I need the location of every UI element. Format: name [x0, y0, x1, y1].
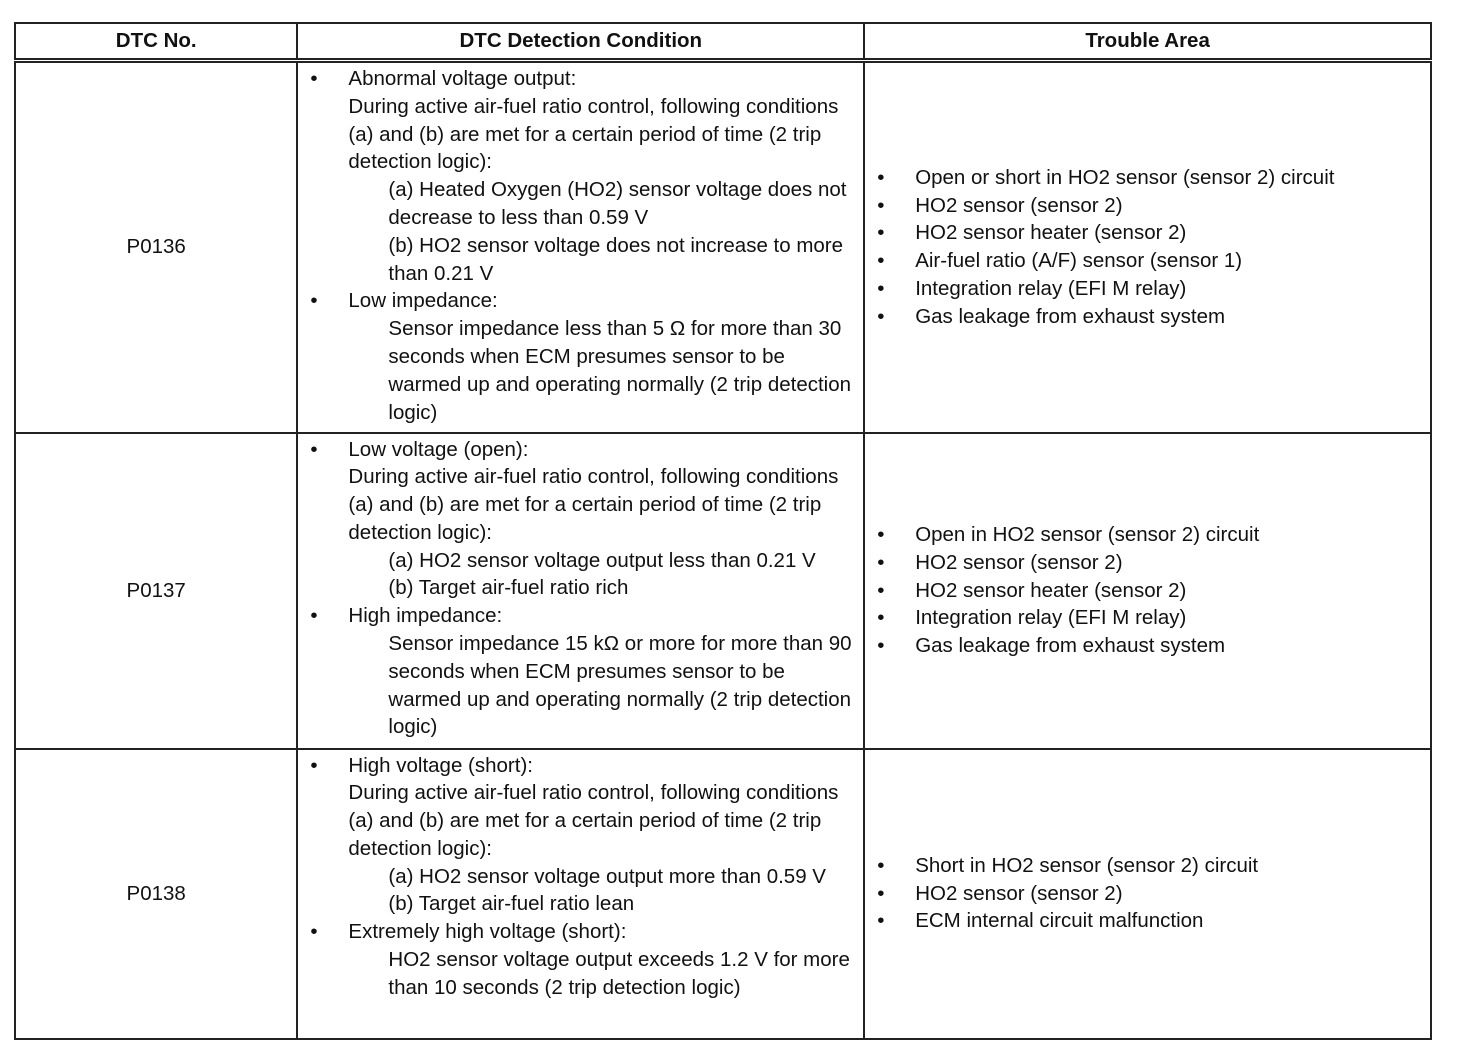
condition-sub-item: HO2 sensor voltage output exceeds 1.2 V for more than 10 seconds (2 trip detection logic)	[388, 948, 850, 999]
trouble-area-item	[873, 275, 1422, 303]
condition-item	[306, 918, 855, 1001]
bullet-icon: •	[877, 304, 885, 328]
trouble-area-label: Gas leakage from exhaust system	[915, 634, 1226, 658]
condition-title: High impedance:	[348, 604, 503, 628]
bullet-icon: •	[877, 634, 885, 658]
trouble-area-item	[873, 219, 1422, 247]
table-row	[15, 749, 1431, 1039]
bullet-icon: •	[877, 853, 885, 877]
condition-item	[306, 65, 855, 287]
trouble-area-cell	[864, 433, 1431, 749]
dtc-code: P0138	[15, 749, 297, 1039]
trouble-area-label: Open or short in HO2 sensor (sensor 2) circuit	[915, 165, 1335, 189]
trouble-area-item	[873, 192, 1422, 220]
table-row	[15, 433, 1431, 749]
bullet-icon: •	[877, 578, 885, 602]
condition-text: During active air-fuel ratio control, following conditions (a) and (b) are met for a certain period of time (2 trip detection logic):	[348, 94, 839, 174]
detection-condition-cell	[297, 433, 864, 749]
condition-item	[306, 436, 855, 603]
bullet-icon: •	[877, 249, 885, 273]
bullet-icon: •	[877, 606, 885, 630]
bullet-icon: •	[877, 165, 885, 189]
trouble-area-label: ECM internal circuit malfunction	[915, 909, 1204, 933]
header-dtc-no: DTC No.	[15, 23, 297, 61]
header-trouble-area: Trouble Area	[864, 23, 1431, 61]
trouble-area-cell	[864, 749, 1431, 1039]
condition-sub-item: Sensor impedance 15 kΩ or more for more than 90 seconds when ECM presumes sensor to be warmed up and operating normally (2 trip detection logic)	[388, 632, 852, 739]
bullet-icon: •	[877, 523, 885, 546]
bullet-icon: •	[310, 920, 318, 944]
condition-item	[306, 752, 855, 919]
bullet-icon: •	[877, 550, 885, 574]
bullet-icon: •	[877, 277, 885, 301]
condition-title: Extremely high voltage (short):	[348, 920, 627, 944]
condition-sub-item: (a) Heated Oxygen (HO2) sensor voltage does not decrease to less than 0.59 V	[388, 178, 847, 229]
trouble-area-item	[873, 604, 1422, 632]
bullet-icon: •	[310, 753, 318, 777]
trouble-area-item	[873, 880, 1422, 908]
trouble-area-label: HO2 sensor heater (sensor 2)	[915, 578, 1187, 602]
bullet-icon: •	[310, 437, 318, 461]
trouble-area-label: Integration relay (EFI M relay)	[915, 277, 1187, 301]
table-body	[15, 61, 1431, 1039]
trouble-area-item	[873, 303, 1422, 331]
bullet-icon: •	[877, 881, 885, 905]
bullet-icon: •	[877, 193, 885, 217]
trouble-area-item	[873, 632, 1422, 660]
trouble-area-label: HO2 sensor (sensor 2)	[915, 193, 1123, 217]
trouble-area-label: Air-fuel ratio (A/F) sensor (sensor 1)	[915, 249, 1243, 273]
bullet-icon: •	[877, 909, 885, 933]
condition-title: Abnormal voltage output:	[348, 67, 577, 90]
trouble-area-label: HO2 sensor (sensor 2)	[915, 550, 1123, 574]
bullet-icon: •	[877, 221, 885, 245]
bullet-icon: •	[310, 67, 318, 90]
trouble-area-item	[873, 549, 1422, 577]
trouble-area-item	[873, 521, 1422, 549]
trouble-area-item	[873, 164, 1422, 192]
trouble-area-label: Open in HO2 sensor (sensor 2) circuit	[915, 523, 1260, 546]
header-detection-condition: DTC Detection Condition	[297, 23, 864, 61]
condition-sub-item: (a) HO2 sensor voltage output less than 0.21 V	[388, 548, 816, 572]
dtc-code: P0136	[15, 61, 297, 433]
condition-sub-item: (b) Target air-fuel ratio rich	[388, 576, 629, 600]
condition-title: Low voltage (open):	[348, 437, 529, 461]
trouble-area-label: HO2 sensor (sensor 2)	[915, 881, 1123, 905]
bullet-icon: •	[310, 604, 318, 628]
condition-sub-item: (b) Target air-fuel ratio lean	[388, 892, 635, 916]
dtc-code: P0137	[15, 433, 297, 749]
dtc-table	[14, 22, 1432, 1040]
condition-text: During active air-fuel ratio control, following conditions (a) and (b) are met for a certain period of time (2 trip detection logic):	[348, 781, 839, 860]
header-row	[15, 23, 1431, 61]
bullet-icon: •	[310, 289, 318, 313]
trouble-area-label: HO2 sensor heater (sensor 2)	[915, 221, 1187, 245]
trouble-area-item	[873, 247, 1422, 275]
trouble-area-item	[873, 577, 1422, 605]
condition-item	[306, 287, 855, 426]
detection-condition-cell	[297, 61, 864, 433]
trouble-area-label: Gas leakage from exhaust system	[915, 304, 1226, 328]
condition-sub-item: (a) HO2 sensor voltage output more than 0.59 V	[388, 864, 826, 888]
condition-title: High voltage (short):	[348, 753, 533, 777]
trouble-area-label: Integration relay (EFI M relay)	[915, 606, 1187, 630]
detection-condition-cell	[297, 749, 864, 1039]
trouble-area-item	[873, 852, 1422, 880]
condition-text: During active air-fuel ratio control, following conditions (a) and (b) are met for a certain period of time (2 trip detection logic):	[348, 465, 839, 544]
table-row	[15, 61, 1431, 433]
trouble-area-cell	[864, 61, 1431, 433]
condition-sub-item: (b) HO2 sensor voltage does not increase to more than 0.21 V	[388, 233, 844, 285]
condition-sub-item: Sensor impedance less than 5 Ω for more than 30 seconds when ECM presumes sensor to be warmed up and operating normally (2 trip detection logic)	[388, 317, 852, 424]
trouble-area-label: Short in HO2 sensor (sensor 2) circuit	[915, 853, 1259, 877]
trouble-area-item	[873, 907, 1422, 935]
condition-title: Low impedance:	[348, 289, 498, 313]
condition-item	[306, 602, 855, 741]
